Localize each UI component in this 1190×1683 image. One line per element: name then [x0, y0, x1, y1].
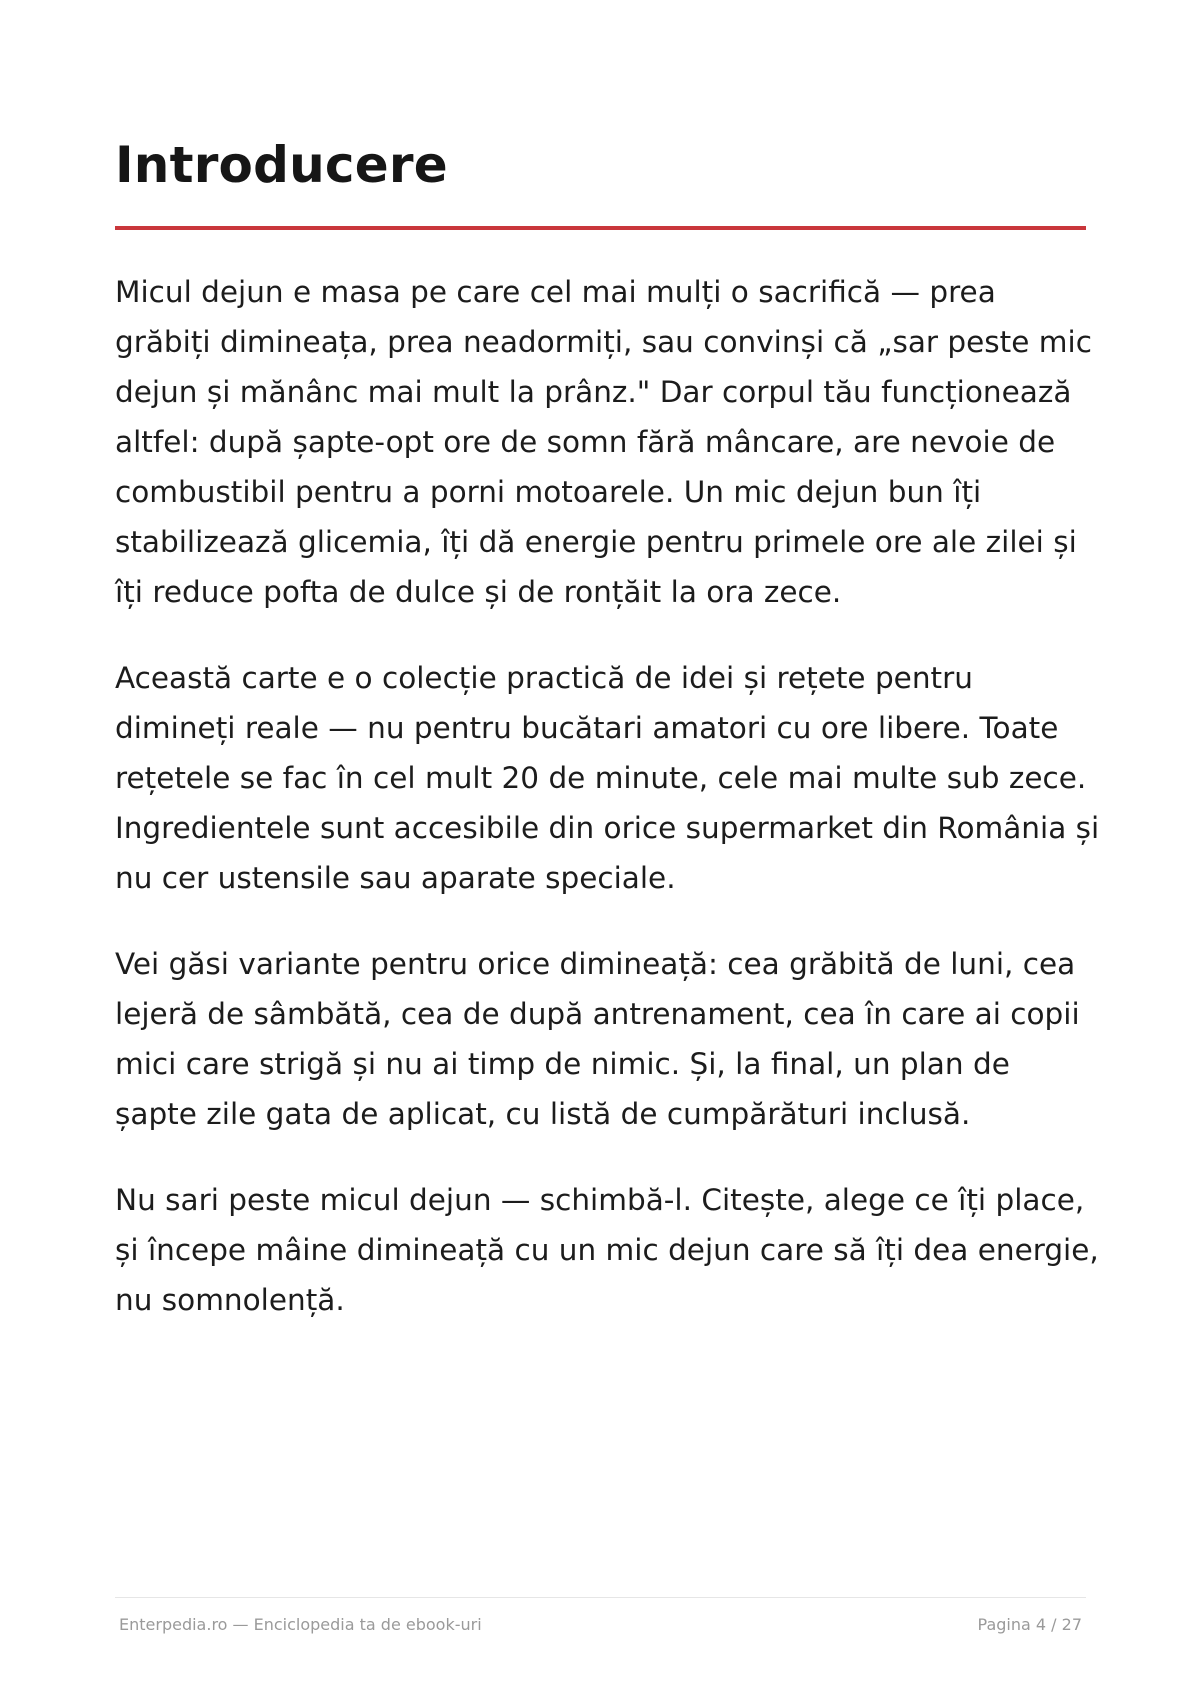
body-text	[115, 267, 1100, 1361]
title-divider	[115, 226, 1086, 230]
paragraph-3: Vei găsi variante pentru orice dimineață: cea grăbită de luni, cea lejeră de sâmbătă, cea de după antrenament, cea în care ai copii mici care strigă și nu ai timp de nimic. Și, la final, un plan de șapte zile gata de aplicat, cu listă de cumpărături inclusă.	[115, 947, 1080, 1131]
footer-divider	[115, 1597, 1086, 1598]
paragraph-2: Această carte e o colecție practică de idei și rețete pentru dimineți reale — nu pentru bucătari amatori cu ore libere. Toate rețetele se fac în cel mult 20 de minute, cele mai multe sub zece. Ingredientele sunt accesibile din orice supermarket din România și nu cer ustensile sau aparate speciale.	[115, 661, 1100, 895]
paragraph-1: Micul dejun e masa pe care cel mai mulți o sacrifică — prea grăbiți dimineața, prea neadormiți, sau convinși că „sar peste mic dejun și mănânc mai mult la prânz." Dar corpul tău funcționează altfel: după șapte-opt ore de somn fără mâncare, are nevoie de combustibil pentru a porni motoarele. Un mic dejun bun îți stabilizează glicemia, îți dă energie pentru primele ore ale zilei și îți reduce pofta de dulce și de ronțăit la ora zece.	[115, 275, 1092, 609]
page-title: Introducere	[115, 136, 448, 194]
footer-site-name: Enterpedia.ro — Enciclopedia ta de ebook-uri	[119, 1615, 482, 1634]
paragraph-4: Nu sari peste micul dejun — schimbă-l. Citește, alege ce îți place, și începe mâine dimineață cu un mic dejun care să îți dea energie, nu somnolență.	[115, 1183, 1099, 1317]
footer-page-number: Pagina 4 / 27	[977, 1615, 1082, 1634]
